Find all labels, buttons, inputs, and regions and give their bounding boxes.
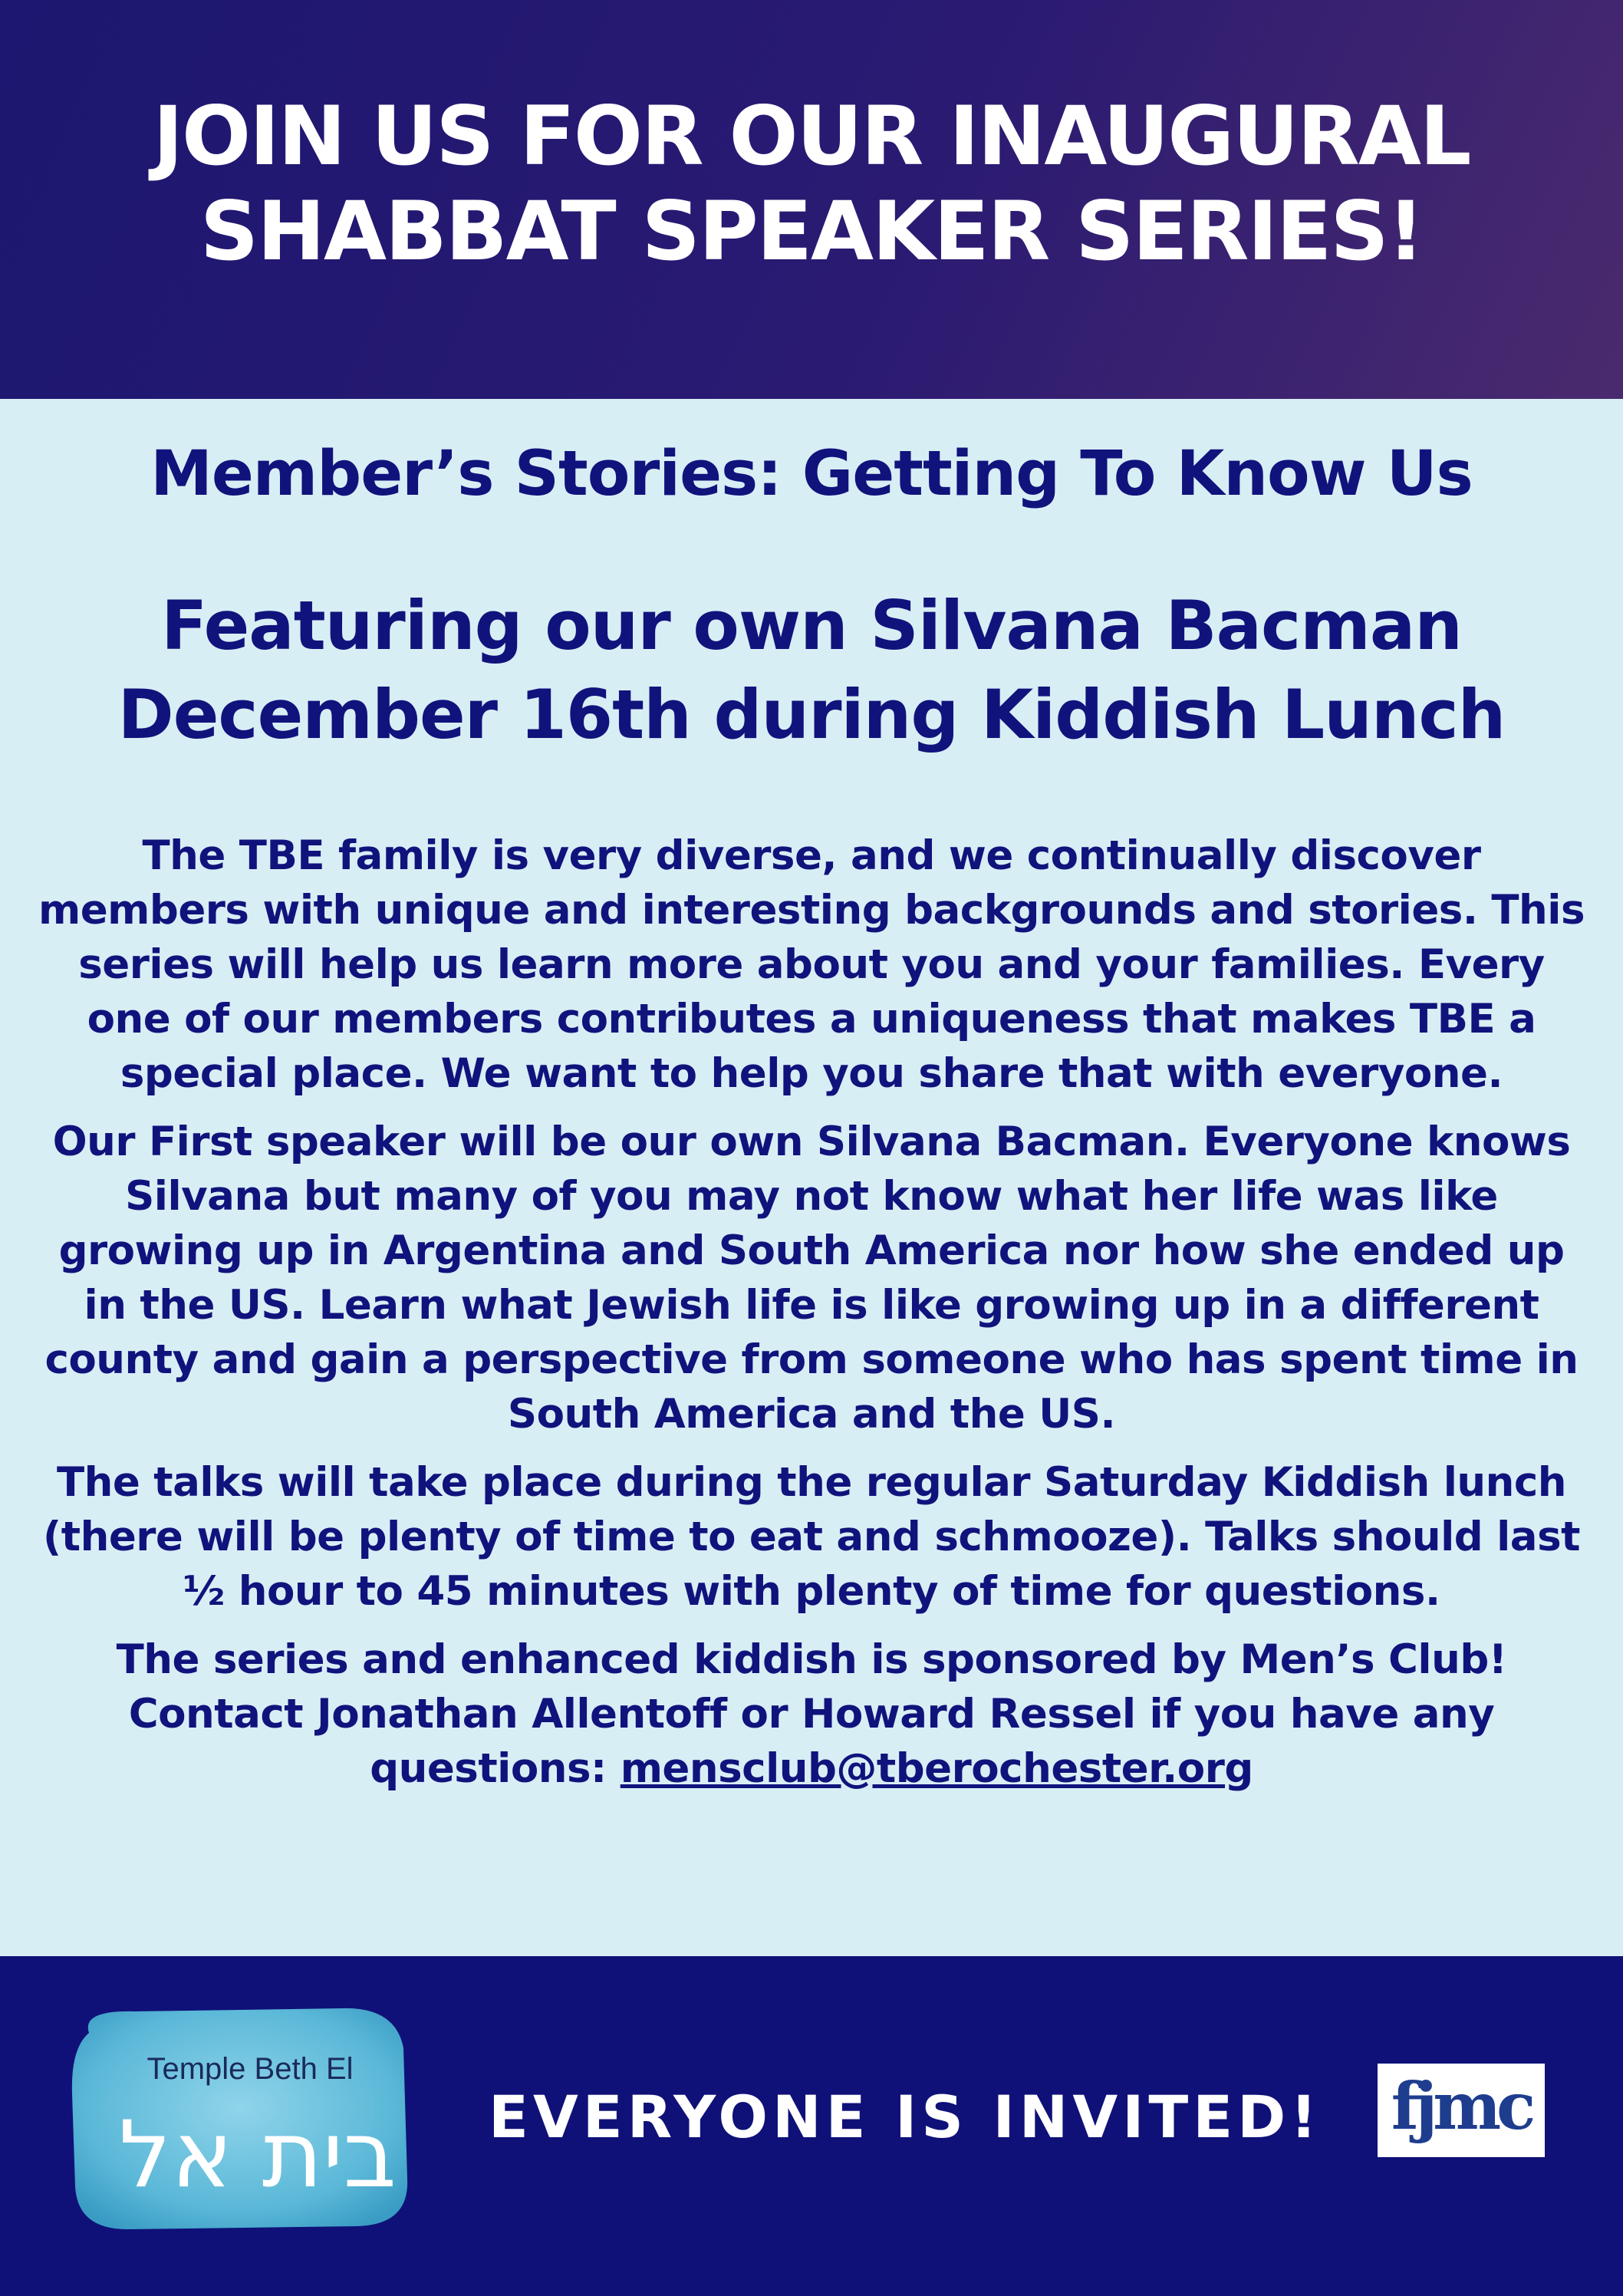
body-text: [38, 828, 1585, 1810]
invite-text: EVERYONE IS INVITED!: [489, 2083, 1322, 2151]
featuring-speaker: Featuring our own Silvana Bacman: [161, 586, 1462, 665]
logo-text-he: בית אל: [119, 2102, 397, 2209]
fjmc-logo-text: fjmc: [1391, 2067, 1532, 2144]
logo-text-en: Temple Beth El: [146, 2052, 354, 2086]
featuring-heading: [0, 581, 1623, 759]
fjmc-logo: [1378, 2064, 1545, 2157]
temple-beth-el-logo: [66, 2002, 411, 2232]
paragraph-sponsor: [38, 1632, 1585, 1796]
featuring-date: December 16th during Kiddish Lunch: [117, 675, 1506, 754]
sponsor-text: The series and enhanced kiddish is sponsored by Men’s Club! Contact Jonathan Allentoff or Howard Ressel if you have any questions:: [116, 1636, 1507, 1792]
header-banner: [0, 0, 1623, 399]
email-link[interactable]: mensclub@tberochester.org: [620, 1745, 1253, 1792]
paragraph-intro: The TBE family is very diverse, and we continually discover members with unique and interesting backgrounds and stories. This series will help us learn more about you and your families. Every one of our members contributes a uniqueness that makes TBE a special place. We want to help you share that with everyone.: [38, 832, 1585, 1097]
paragraph-speaker: Our First speaker will be our own Silvana Bacman. Everyone knows Silvana but many of you may not know what her life was like growing up in Argentina and South America nor how she ended up in the US. Learn what Jewish life is like growing up in a different county and gain a perspective from someone who has spent time in South America and the US.: [44, 1118, 1579, 1438]
series-subtitle: Member’s Stories: Getting To Know Us: [150, 438, 1473, 510]
page-title: JOIN US FOR OUR INAUGURAL SHABBAT SPEAKER SERIES!: [153, 89, 1470, 278]
main-content: [0, 399, 1623, 1956]
footer-banner: [0, 1956, 1623, 2296]
paragraph-logistics: The talks will take place during the regular Saturday Kiddish lunch (there will be plenty of time to eat and schmooze). Talks should last ½ hour to 45 minutes with plenty of time for questions.: [43, 1459, 1580, 1615]
